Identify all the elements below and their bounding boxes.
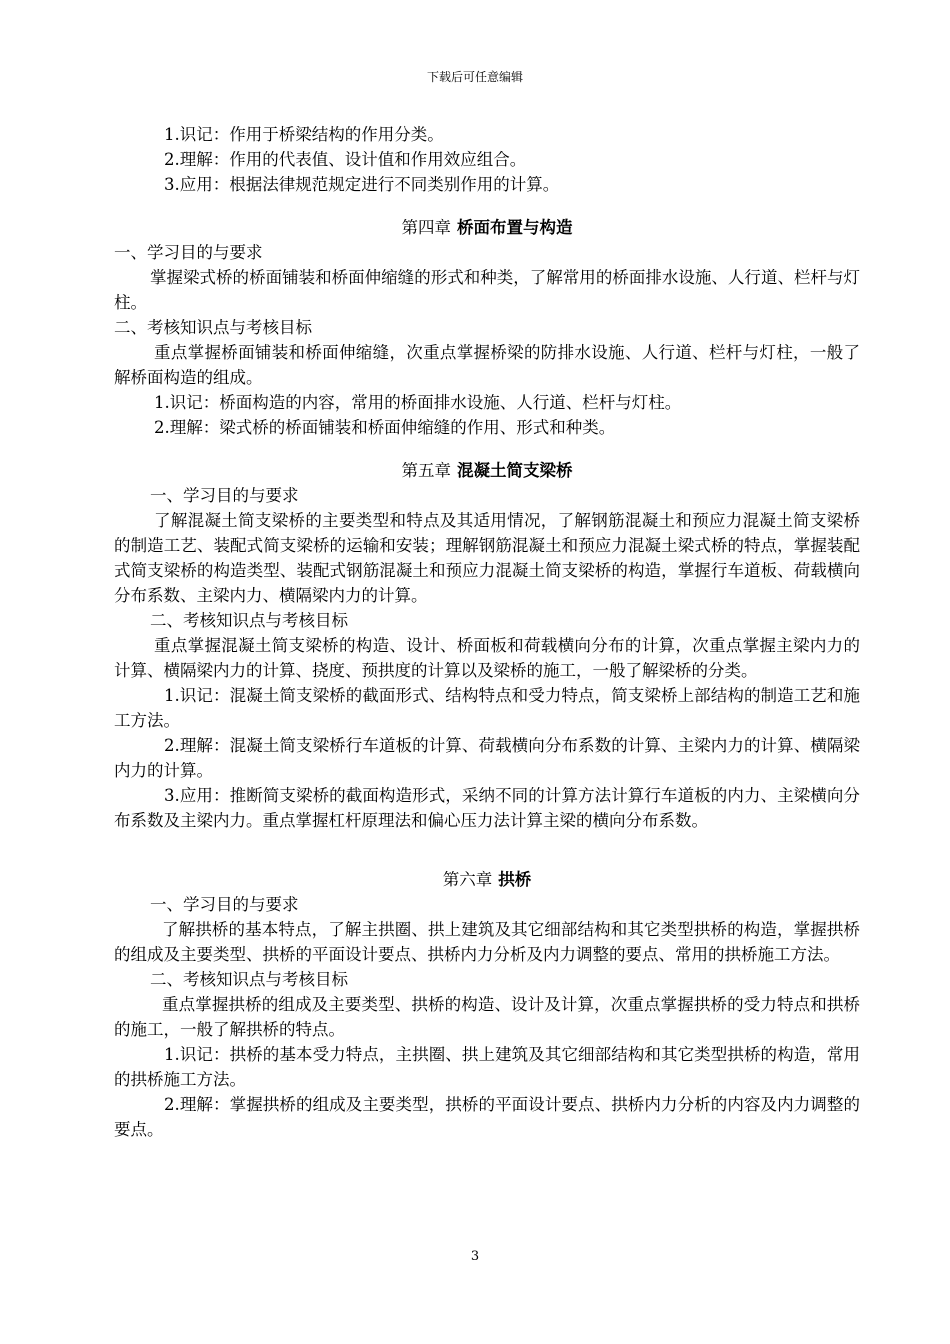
list-item: 3.应用：根据法律规范规定进行不同类别作用的计算。	[164, 175, 560, 194]
list-item: 1.识记：混凝土简支梁桥的截面形式、结构特点和受力特点，简支梁桥上部结构的制造工艺和施工方法。	[114, 686, 860, 730]
paragraph: 重点掌握桥面铺装和桥面伸缩缝，次重点掌握桥梁的防排水设施、人行道、栏杆与灯柱，一般了解桥面构造的组成。	[114, 343, 860, 387]
chapter-number: 第四章	[401, 218, 451, 237]
page-number: 3	[470, 1249, 480, 1264]
section-heading: 二、考核知识点与考核目标	[114, 318, 312, 337]
list-item: 1.识记：桥面构造的内容，常用的桥面排水设施、人行道、栏杆与灯柱。	[154, 393, 682, 412]
paragraph: 重点掌握混凝土简支梁桥的构造、设计、桥面板和荷载横向分布的计算，次重点掌握主梁内力的计算、横隔梁内力的计算、挠度、预拱度的计算以及梁桥的施工，一般了解梁桥的分类。	[114, 636, 860, 680]
paragraph: 重点掌握拱桥的组成及主要类型、拱桥的构造、设计及计算，次重点掌握拱桥的受力特点和拱桥的施工，一般了解拱桥的特点。	[114, 995, 860, 1039]
document-body	[114, 122, 860, 1142]
section-heading: 一、学习目的与要求	[150, 895, 299, 914]
section-heading: 一、学习目的与要求	[150, 486, 299, 505]
list-item: 2.理解：作用的代表值、设计值和作用效应组合。	[164, 150, 527, 169]
list-item: 2.理解：梁式桥的桥面铺装和桥面伸缩缝的作用、形式和种类。	[154, 418, 616, 437]
page-header: 下载后可任意编辑	[426, 70, 523, 84]
chapter-number: 第六章	[442, 870, 493, 889]
chapter-heading	[114, 867, 860, 892]
paragraph: 了解混凝土简支梁桥的主要类型和特点及其适用情况，了解钢筋混凝土和预应力混凝土简支梁桥的制造工艺、装配式简支梁桥的运输和安装；理解钢筋混凝土和预应力混凝土梁式桥的特点，掌握装配式简支梁桥的构造类型、装配式钢筋混凝土和预应力混凝土简支梁桥的构造，掌握行车道板、荷载横向分布系数、主梁内力、横隔梁内力的计算。	[114, 511, 860, 605]
list-item: 3.应用：推断简支梁桥的截面构造形式，采纳不同的计算方法计算行车道板的内力、主梁横向分布系数及主梁内力。重点掌握杠杆原理法和偏心压力法计算主梁的横向分布系数。	[114, 786, 860, 830]
chapter-title: 桥面布置与构造	[457, 218, 573, 237]
paragraph: 掌握梁式桥的桥面铺装和桥面伸缩缝的形式和种类，了解常用的桥面排水设施、人行道、栏杆与灯柱。	[114, 268, 860, 312]
chapter-number: 第五章	[401, 461, 451, 480]
chapter-heading	[114, 215, 860, 240]
section-heading: 二、考核知识点与考核目标	[150, 970, 348, 989]
paragraph: 了解拱桥的基本特点，了解主拱圈、拱上建筑及其它细部结构和其它类型拱桥的构造，掌握拱桥的组成及主要类型、拱桥的平面设计要点、拱桥内力分析及内力调整的要点、常用的拱桥施工方法。	[114, 920, 860, 964]
section-heading: 二、考核知识点与考核目标	[150, 611, 348, 630]
chapter-title: 混凝土简支梁桥	[457, 461, 573, 480]
chapter-heading	[114, 458, 860, 483]
chapter-title: 拱桥	[498, 870, 532, 889]
list-item: 1.识记：拱桥的基本受力特点，主拱圈、拱上建筑及其它细部结构和其它类型拱桥的构造，常用的拱桥施工方法。	[114, 1045, 860, 1089]
section-heading: 一、学习目的与要求	[114, 243, 263, 262]
list-item: 2.理解：掌握拱桥的组成及主要类型，拱桥的平面设计要点、拱桥内力分析的内容及内力调整的要点。	[114, 1095, 860, 1139]
list-item: 1.识记：作用于桥梁结构的作用分类。	[164, 125, 444, 144]
list-item: 2.理解：混凝土简支梁桥行车道板的计算、荷载横向分布系数的计算、主梁内力的计算、横隔梁内力的计算。	[114, 736, 860, 780]
